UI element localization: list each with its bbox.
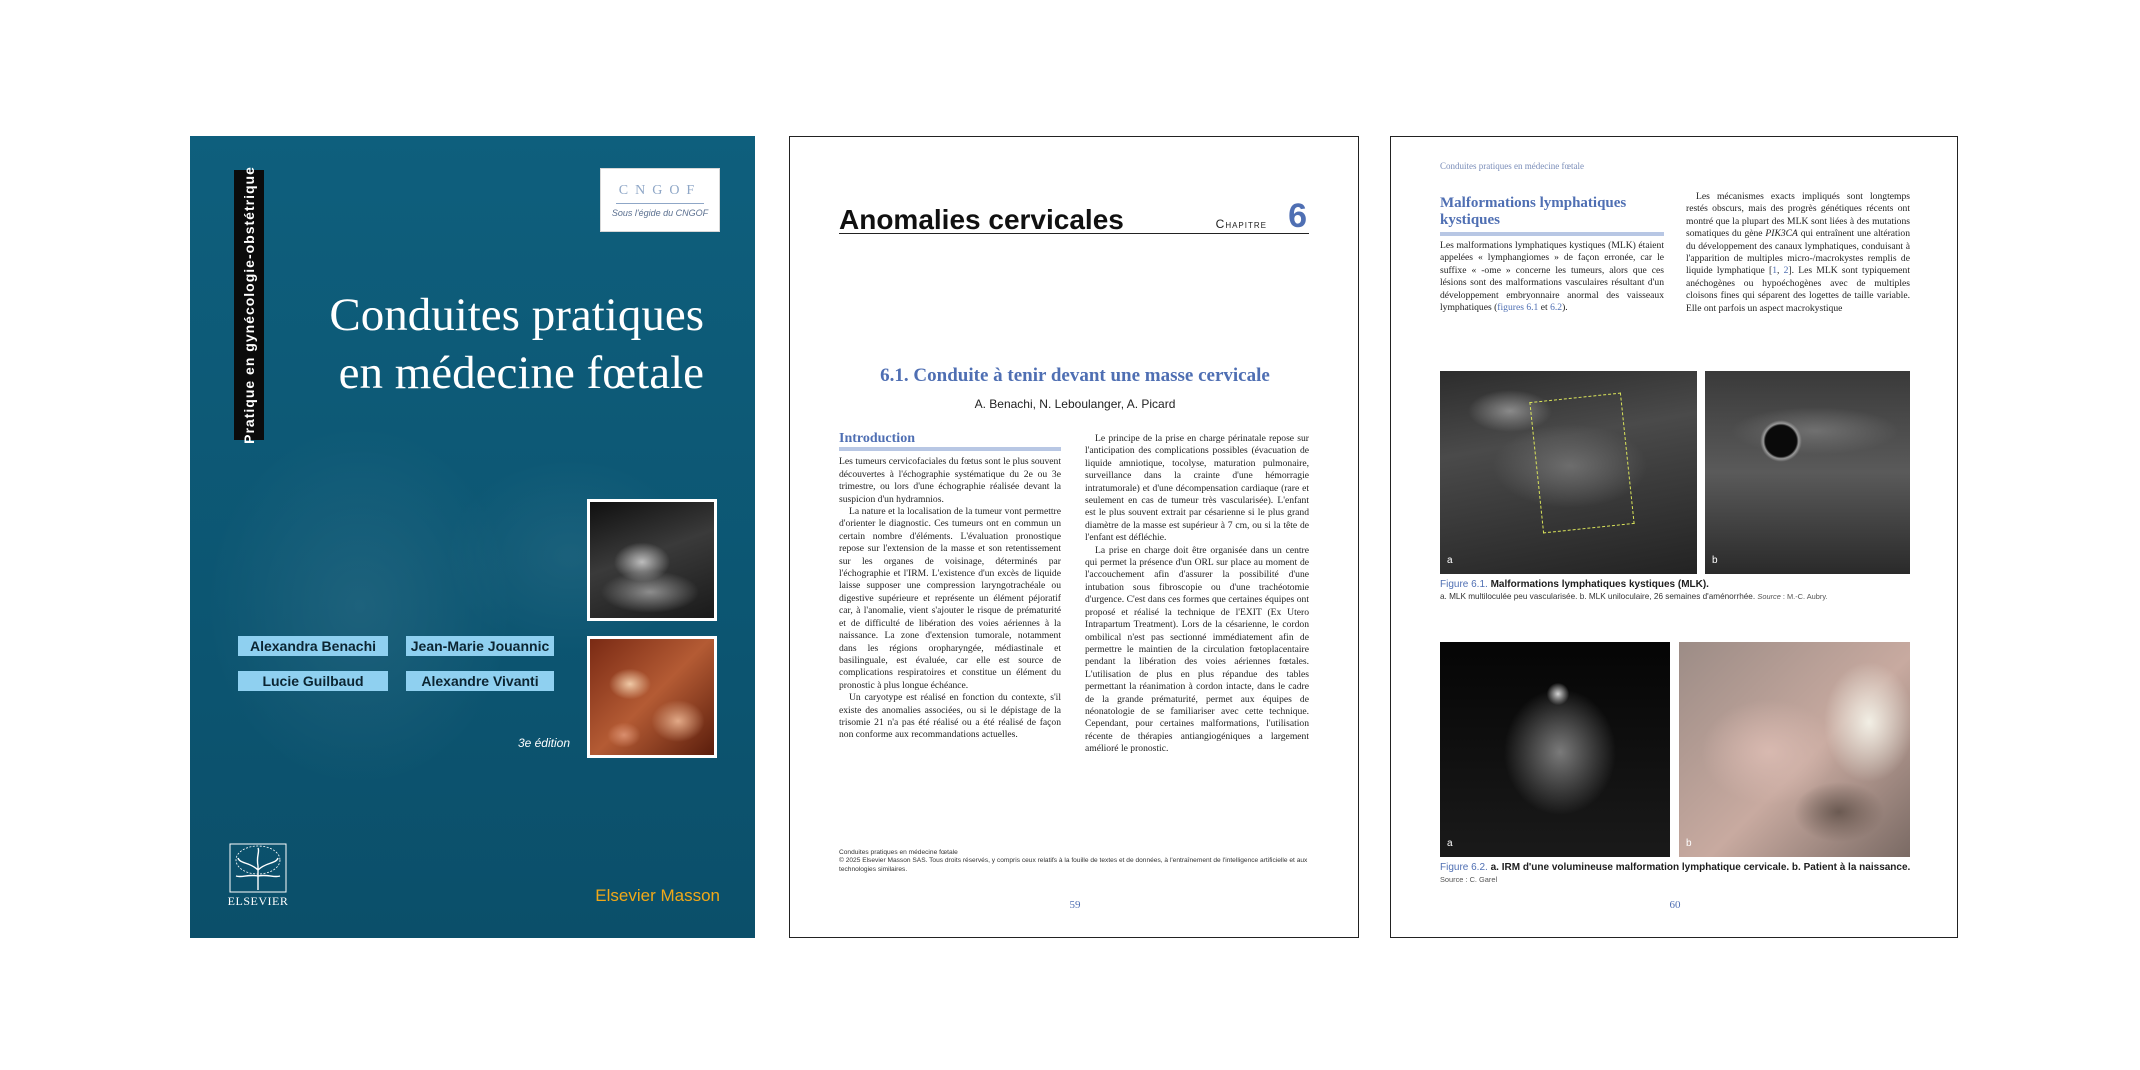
text-column-left <box>1440 195 1664 314</box>
publisher-name: Elsevier Masson <box>595 886 720 905</box>
paragraph <box>1440 240 1664 314</box>
paragraph-text: ]. Les MLK sont typiquement anéchogènes ou hypoéchogènes avec de multiples cloisons fines qui séparent des logettes de taille variable. Elle ont parfois un aspect macrokystique <box>1686 265 1910 314</box>
figure-caption-subtext: a. MLK multiloculée peu vascularisée. b. MLK uniloculaire, 26 semaines d'aménorrhée. <box>1440 592 1756 601</box>
author-tag: Alexandre Vivanti <box>406 671 554 691</box>
figure-6-2-a-mri <box>1440 642 1670 857</box>
text-column-right <box>1085 433 1309 756</box>
series-band <box>234 166 264 444</box>
paragraph-text: et <box>1538 302 1551 314</box>
author-tag: Jean-Marie Jouannic <box>406 636 554 656</box>
book-page-60 <box>1390 136 1958 938</box>
author-tag: Alexandra Benachi <box>238 636 388 656</box>
chapter-number: 6 <box>1288 197 1307 235</box>
section-authors: A. Benachi, N. Leboulanger, A. Picard <box>974 397 1176 411</box>
figure-6-1-caption <box>1440 579 1920 603</box>
figure-6-2-b-photo <box>1679 642 1910 857</box>
figure-source-name: : M.-C. Aubry. <box>1782 592 1828 601</box>
book-cover <box>190 136 755 938</box>
figure-6-1-a-ultrasound <box>1440 371 1697 574</box>
series-label: Pratique en gynécologie-obstétrique <box>241 166 258 444</box>
book-page-59 <box>789 136 1359 938</box>
paragraph: Les tumeurs cervicofaciales du fœtus sont le plus souvent découvertes à l'échographie systématique du 2e ou 3e trimestre, ou lors d'une échographie réalisée devant la suspicion d'un hydramnios. <box>839 456 1061 505</box>
figure-source-word: Source <box>1757 592 1781 601</box>
chapter-header <box>839 199 1309 234</box>
figure-caption-label: Figure 6.2. <box>1440 862 1488 873</box>
intro-heading: Introduction <box>839 433 1061 451</box>
figure-link[interactable]: 6.2 <box>1550 302 1563 314</box>
figure-caption-title: Malformations lymphatiques kystiques (MLK). <box>1490 579 1709 590</box>
paragraph-text: Les mécanismes exacts impliqués sont longtemps restés obscurs, mais des progrès génétiques récents ont montré que la plupart des MLK sont liées à des mutations somatiques du gène <box>1686 191 1910 240</box>
page-number: 60 <box>1669 899 1681 911</box>
chapter-word: Chapitre <box>1215 217 1267 231</box>
figure-source: Source : C. Garel <box>1440 875 1498 884</box>
figure-6-1-b-ultrasound <box>1705 371 1910 574</box>
figure-caption-label: Figure 6.1. <box>1440 579 1488 590</box>
chapter-title: Anomalies cervicales <box>839 204 1124 235</box>
page-footer <box>839 849 1319 874</box>
cover-title: Conduites pratiques en médecine fœtale <box>329 289 704 399</box>
figure-panel-label: a <box>1447 555 1453 566</box>
paragraph-text: , <box>1777 265 1784 277</box>
paragraph: La nature et la localisation de la tumeur vont permettre d'orienter le diagnostic. Ces tumeurs ont en commun un certain nombre d'éléments. L'évaluation pronostique repose sur l'extension de la masse et son retentissement sur les organes de voisinage, déterminés par l'échographie et l'IRM. L'existence d'un excès de liquide laisse supposer une compression laryngotrachéale ou digestive supérieure et représente un élément péjoratif car, à l'anomalie, vient s'ajouter le risque de prématurité et de difficulté de libération des voies aériennes à la naissance. La zone d'extension tumorale, notamment dans les régions oropharyngée, médiastinale et basilinguale, est évaluée, car elle est source de complications respiratoires et constitue un élément du pronostic à plus longue échéance. <box>839 506 1061 691</box>
mlk-heading: Malformations lymphatiques kystiques <box>1440 195 1664 236</box>
text-column-left <box>839 433 1061 742</box>
cngof-badge <box>600 168 720 232</box>
author-tag: Lucie Guilbaud <box>238 671 388 691</box>
figure-panel-label: b <box>1686 838 1692 849</box>
figure-caption-title: a. IRM d'une volumineuse malformation lymphatique cervicale. b. Patient à la naissance. <box>1490 862 1911 873</box>
running-head: Conduites pratiques en médecine fœtale <box>1440 161 1584 171</box>
footer-copyright: © 2025 Elsevier Masson SAS. Tous droits réservés, y compris ceux relatifs à la fouille de textes et de données, à l'entraînement de l'intelligence artificielle et aux technologies similaires. <box>839 857 1308 873</box>
cover-edition: 3e édition <box>517 736 570 750</box>
elsevier-wordmark: ELSEVIER <box>227 894 289 908</box>
paragraph: Le principe de la prise en charge périnatale repose sur l'anticipation des complications possibles (évacuation de liquide amniotique, tocolyse, maturation pulmonaire, surveillance dans la crainte d'une hémorragie intratumorale) et d'une décompensation cardiaque (rare et seulement en cas de tumeur très vascularisée). L'enfant est le plus souvent extrait par césarienne si le plus grand diamètre de la masse est supérieur à 7 cm, ou si la tête de l'enfant est défléchie. <box>1085 433 1309 544</box>
gene-name: PIK3CA <box>1765 228 1798 240</box>
paragraph: Un caryotype est réalisé en fonction du contexte, s'il existe des anomalies associées, ou si le dépistage de la trisomie 21 n'a pas été réalisé ou a été réalisé de façon non conforme aux recommandations actuelles. <box>839 692 1061 741</box>
figure-link[interactable]: figures 6.1 <box>1497 302 1539 314</box>
cngof-badge-subtext: Sous l'égide du CNGOF <box>611 207 709 218</box>
reference-link[interactable]: 2 <box>1783 265 1789 277</box>
cngof-badge-text: CNGOF <box>618 182 702 198</box>
reference-link[interactable]: 1 <box>1772 265 1778 277</box>
section-title: 6.1. Conduite à tenir devant une masse cervicale <box>880 365 1270 386</box>
cngof-badge-rule <box>616 203 704 204</box>
cover-ultrasound-image <box>587 499 717 621</box>
text-column-right <box>1686 191 1910 315</box>
paragraph: La prise en charge doit être organisée dans un centre qui permet la présence d'un ORL sur place au moment de l'accouchement afin d'assurer la possibilité d'une intubation sous fibroscopie ou d'une trachéotomie d'urgence. C'est dans ces formes que certaines équipes ont proposé et réalisé la technique de l'EXIT (Ex Utero Intrapartum Treatment). Lors de la césarienne, le cordon ombilical n'est pas sectionné immédiatement afin de permettre le maintien de la circulation fœtoplacentaire pendant la libération des voies aériennes fœtales. L'utilisation de plus en plus répandue des tables permettant la réanimation à cordon intacte, dans le cadre de la grande prématurité, permet aux équipes de néonatologie de se familiariser avec cette technique. Cependant, pour certaines malformations, l'utilisation récente de thérapies antiangiogéniques a largement amélioré le pronostic. <box>1085 544 1309 755</box>
page-number: 59 <box>1069 899 1081 911</box>
paragraph <box>1686 191 1910 315</box>
footer-book-title: Conduites pratiques en médecine fœtale <box>839 849 958 856</box>
paragraph-text: ). <box>1562 302 1568 314</box>
figure-panel-label: b <box>1712 555 1718 566</box>
paragraph-text: qui entraînent une altération du développement des canaux lymphatiques, conduisant à l'apparition de multiples micro-/macrokystes remplis de liquide lymphatique [ <box>1686 228 1910 277</box>
cover-3d-fetus-image <box>587 636 717 758</box>
figure-panel-label: a <box>1447 838 1453 849</box>
figure-6-2-caption <box>1440 862 1920 886</box>
paragraph-text: Les malformations lymphatiques kystiques (MLK) étaient appelées « lymphangiomes » de façon erronée, car le suffixe « -ome » concerne les tumeurs, alors que ces lésions sont des malformations vasculaires résultant d'un développement embryonnaire anormal des vaisseaux lymphatiques ( <box>1440 240 1664 314</box>
measurement-outline <box>1529 393 1634 534</box>
